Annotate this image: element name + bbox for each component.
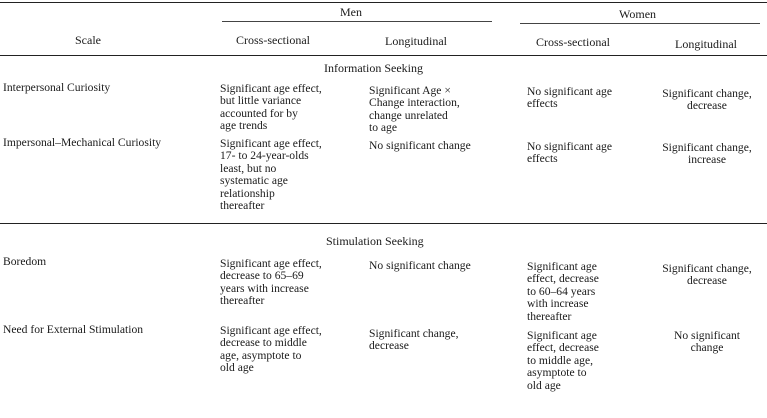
header-bottom-rule <box>0 55 767 56</box>
cell-men-cross: Significant age effect, 17- to 24-year-olds least, but no systematic age relationship thereafter <box>220 137 322 213</box>
cell-men-long: Significant change, decrease <box>369 327 459 353</box>
scale-column-header: Scale <box>75 33 101 47</box>
cell-men-long: No significant change <box>369 259 471 272</box>
cell-men-cross: Significant age effect, decrease to middle age, asymptote to old age <box>220 324 322 375</box>
cell-women-long: Significant change, decrease <box>662 87 752 113</box>
section-title-information-seeking: Information Seeking <box>324 61 423 75</box>
women-group-header: Women <box>619 7 657 21</box>
section-title-stimulation-seeking: Stimulation Seeking <box>326 234 424 248</box>
cell-women-cross: Significant age effect, decrease to 60–64 years with increase thereafter <box>527 260 599 323</box>
men-cross-sectional-header: Cross-sectional <box>236 33 310 47</box>
row-scale-impersonal-mechanical-curiosity: Impersonal–Mechanical Curiosity <box>3 136 162 149</box>
row-scale-interpersonal-curiosity: Interpersonal Curiosity <box>3 81 111 94</box>
row-scale-need-for-external-stimulation: Need for External Stimulation <box>3 323 144 336</box>
cell-men-long: No significant change <box>369 139 471 152</box>
men-spanner-rule <box>222 21 492 22</box>
women-cross-sectional-header: Cross-sectional <box>536 35 610 49</box>
cell-men-long: Significant Age × Change interaction, change unrelated to age <box>369 84 460 135</box>
men-group-header: Men <box>340 5 362 19</box>
cell-women-cross: No significant age effects <box>527 140 612 166</box>
cell-men-cross: Significant age effect, decrease to 65–69 years with increase thereafter <box>220 257 322 308</box>
women-spanner-rule <box>520 23 760 24</box>
row-scale-boredom: Boredom <box>3 255 47 268</box>
section-divider-rule <box>0 223 767 224</box>
cell-women-cross: No significant age effects <box>527 85 612 111</box>
top-rule <box>0 2 767 3</box>
cell-women-long: Significant change, increase <box>662 141 752 167</box>
cell-women-long: Significant change, decrease <box>662 262 752 288</box>
women-longitudinal-header: Longitudinal <box>675 37 737 51</box>
cell-women-cross: Significant age effect, decrease to middle age, asymptote to old age <box>527 329 599 392</box>
cell-women-long: No significant change <box>673 329 740 355</box>
cell-men-cross: Significant age effect, but little variance accounted for by age trends <box>220 82 322 133</box>
men-longitudinal-header: Longitudinal <box>385 34 447 48</box>
